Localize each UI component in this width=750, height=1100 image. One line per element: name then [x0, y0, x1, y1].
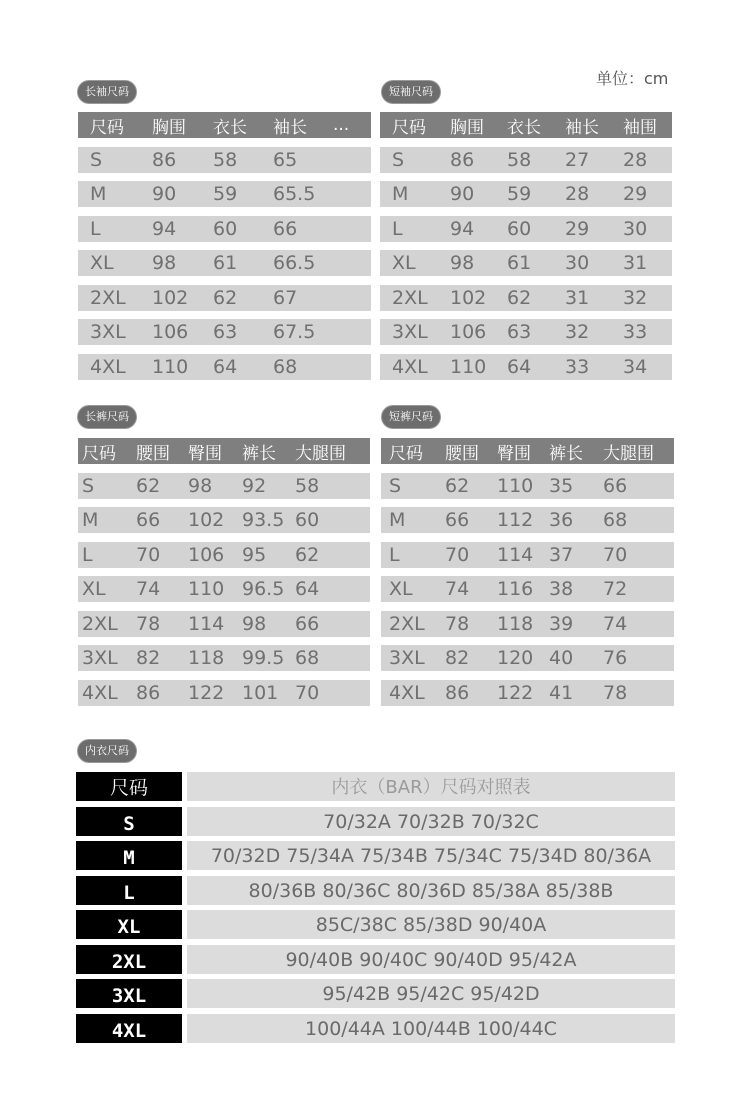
- table-cell: 66: [295, 612, 320, 635]
- table-row: [380, 285, 672, 311]
- long-pants-badge: 长裤尺码: [78, 406, 136, 428]
- bra-header-title: 内衣（BAR）尺码对照表: [187, 772, 675, 801]
- bra-values: 90/40B 90/40C 90/40D 95/42A: [187, 945, 675, 974]
- table-cell: 62: [136, 474, 161, 497]
- bra-row: [76, 910, 675, 939]
- table-row: [78, 611, 370, 637]
- table-cell: M: [392, 183, 409, 205]
- column-header: ...: [333, 115, 350, 135]
- bra-size: M: [76, 841, 182, 870]
- table-cell: 74: [136, 578, 161, 600]
- table-row: [78, 473, 370, 499]
- table-cell: 112: [497, 509, 534, 531]
- column-header: 衣长: [213, 117, 247, 138]
- bra-row: [76, 841, 675, 870]
- table-cell: 82: [136, 647, 161, 669]
- bra-badge: 内衣尺码: [78, 740, 136, 762]
- table-cell: 106: [188, 543, 225, 566]
- table-cell: 90: [450, 183, 475, 205]
- table-row: [78, 576, 370, 602]
- table-row: [381, 680, 674, 706]
- table-row: [380, 250, 672, 276]
- table-cell: 82: [445, 647, 470, 669]
- short-pants-badge: 短裤尺码: [382, 406, 440, 428]
- table-cell: 106: [450, 321, 487, 343]
- table-cell: 62: [213, 286, 238, 309]
- table-cell: XL: [389, 578, 413, 600]
- table-cell: 60: [295, 509, 320, 531]
- table-cell: 98: [188, 474, 213, 497]
- table-cell: 86: [445, 681, 470, 704]
- table-row: [78, 542, 370, 568]
- table-cell: 64: [295, 578, 320, 600]
- bra-size: 3XL: [76, 979, 182, 1008]
- table-row: [381, 576, 674, 602]
- table-row: [381, 645, 674, 671]
- table-cell: 38: [549, 578, 574, 600]
- table-cell: 30: [623, 217, 648, 240]
- table-cell: 28: [565, 183, 590, 205]
- table-cell: 102: [152, 286, 189, 309]
- table-row: [380, 181, 672, 207]
- table-cell: S: [392, 148, 405, 171]
- long-pants-table: [78, 438, 370, 714]
- table-cell: 86: [450, 148, 475, 171]
- table-row: [380, 319, 672, 345]
- table-cell: 2XL: [392, 286, 428, 309]
- table-cell: 92: [242, 474, 267, 497]
- table-cell: 58: [507, 148, 532, 171]
- table-cell: 60: [507, 217, 532, 240]
- table-row: [380, 354, 672, 380]
- table-cell: XL: [82, 578, 106, 600]
- column-header: 腰围: [136, 443, 170, 464]
- table-cell: 59: [507, 183, 532, 205]
- column-header: 尺码: [389, 443, 423, 464]
- table-cell: 98: [450, 252, 475, 274]
- column-header: 尺码: [90, 117, 124, 138]
- table-row: [78, 680, 370, 706]
- bra-values: 95/42B 95/42C 95/42D: [187, 979, 675, 1008]
- table-cell: 94: [152, 217, 177, 240]
- table-cell: 110: [152, 355, 189, 378]
- column-header: 大腿围: [295, 443, 346, 464]
- bra-size: L: [76, 876, 182, 905]
- table-cell: 101: [242, 681, 279, 704]
- column-header: 尺码: [392, 117, 426, 138]
- table-cell: 106: [152, 321, 189, 343]
- table-cell: 62: [445, 474, 470, 497]
- table-cell: 78: [445, 612, 470, 635]
- table-cell: M: [90, 183, 107, 205]
- bra-values: 70/32D 75/34A 75/34B 75/34C 75/34D 80/36A: [187, 841, 675, 870]
- table-cell: 66: [445, 509, 470, 531]
- table-cell: 41: [549, 681, 574, 704]
- table-cell: 70: [445, 543, 470, 566]
- table-cell: 27: [565, 148, 590, 171]
- column-header: 胸围: [450, 117, 484, 138]
- column-header: 臀围: [497, 443, 531, 464]
- table-cell: 36: [549, 509, 574, 531]
- table-cell: 63: [507, 321, 532, 343]
- table-cell: 2XL: [82, 612, 118, 635]
- table-row: [78, 181, 371, 207]
- table-row: [78, 216, 371, 242]
- table-cell: 76: [603, 647, 628, 669]
- column-header: 裤长: [242, 443, 276, 464]
- table-cell: 95: [242, 543, 267, 566]
- table-cell: 67: [273, 286, 298, 309]
- table-row: [78, 319, 371, 345]
- column-header: 尺码: [82, 443, 116, 464]
- table-cell: 30: [565, 252, 590, 274]
- table-cell: 32: [565, 321, 590, 343]
- column-header: 大腿围: [603, 443, 654, 464]
- table-cell: 3XL: [392, 321, 428, 343]
- table-row: [78, 507, 370, 533]
- table-cell: 2XL: [90, 286, 126, 309]
- table-row: [380, 216, 672, 242]
- table-cell: 4XL: [90, 355, 126, 378]
- table-row: [78, 250, 371, 276]
- table-cell: 65.5: [273, 183, 316, 205]
- table-row: [78, 645, 370, 671]
- table-row: [78, 285, 371, 311]
- table-row: [380, 147, 672, 173]
- table-cell: 64: [213, 355, 238, 378]
- bra-row: [76, 945, 675, 974]
- table-cell: 90: [152, 183, 177, 205]
- table-cell: L: [90, 217, 101, 240]
- table-cell: 2XL: [389, 612, 425, 635]
- bra-row: [76, 979, 675, 1008]
- table-cell: 34: [623, 355, 648, 378]
- table-cell: 86: [136, 681, 161, 704]
- unit-label: 单位：cm: [596, 69, 669, 88]
- table-row: [381, 507, 674, 533]
- bra-values: 80/36B 80/36C 80/36D 85/38A 85/38B: [187, 876, 675, 905]
- table-cell: 114: [188, 612, 225, 635]
- header-row: [381, 438, 674, 464]
- table-row: [381, 542, 674, 568]
- bra-header-size: 尺码: [76, 772, 182, 801]
- table-row: [78, 147, 371, 173]
- long-sleeve-badge: 长袖尺码: [78, 81, 136, 103]
- table-cell: 4XL: [82, 681, 118, 704]
- short-sleeve-badge: 短袖尺码: [382, 81, 440, 103]
- table-cell: 72: [603, 578, 628, 600]
- table-cell: 4XL: [389, 681, 425, 704]
- table-cell: 68: [273, 355, 298, 378]
- table-cell: 93.5: [242, 509, 285, 531]
- table-cell: 3XL: [90, 321, 126, 343]
- header-row: [78, 438, 370, 464]
- table-cell: 86: [152, 148, 177, 171]
- table-cell: 66: [603, 474, 628, 497]
- table-cell: 35: [549, 474, 574, 497]
- table-cell: 96.5: [242, 578, 285, 600]
- column-header: 衣长: [507, 117, 541, 138]
- table-cell: 33: [623, 321, 648, 343]
- table-cell: L: [392, 217, 403, 240]
- table-cell: 33: [565, 355, 590, 378]
- table-cell: 59: [213, 183, 238, 205]
- table-cell: 70: [295, 681, 320, 704]
- table-cell: 66.5: [273, 252, 316, 274]
- table-cell: 74: [603, 612, 628, 635]
- table-cell: 102: [450, 286, 487, 309]
- table-cell: 68: [295, 647, 320, 669]
- table-cell: S: [90, 148, 103, 171]
- column-header: 腰围: [445, 443, 479, 464]
- table-cell: 40: [549, 647, 574, 669]
- short-sleeve-table: [380, 112, 672, 388]
- column-header: 裤长: [549, 443, 583, 464]
- table-row: [381, 611, 674, 637]
- bra-size: 2XL: [76, 945, 182, 974]
- table-cell: 61: [213, 252, 238, 274]
- table-cell: S: [82, 474, 95, 497]
- table-cell: 66: [136, 509, 161, 531]
- bra-values: 85C/38C 85/38D 90/40A: [187, 910, 675, 939]
- table-row: [78, 354, 371, 380]
- table-cell: 3XL: [82, 647, 118, 669]
- table-cell: 29: [623, 183, 648, 205]
- table-cell: L: [82, 543, 93, 566]
- table-cell: 118: [188, 647, 225, 669]
- table-cell: 110: [497, 474, 534, 497]
- column-header: 袖长: [565, 117, 599, 138]
- table-cell: 28: [623, 148, 648, 171]
- table-cell: 68: [603, 509, 628, 531]
- table-cell: 120: [497, 647, 534, 669]
- header-row: [78, 112, 371, 138]
- table-cell: 114: [497, 543, 534, 566]
- column-header: 胸围: [152, 117, 186, 138]
- table-cell: 98: [242, 612, 267, 635]
- table-cell: 58: [213, 148, 238, 171]
- table-cell: 102: [188, 509, 225, 531]
- bra-row: [76, 807, 675, 836]
- column-header: 袖长: [273, 117, 307, 138]
- bra-values: 100/44A 100/44B 100/44C: [187, 1014, 675, 1043]
- table-cell: 78: [136, 612, 161, 635]
- bra-size: XL: [76, 910, 182, 939]
- table-cell: 65: [273, 148, 298, 171]
- bra-row: [76, 1014, 675, 1043]
- table-cell: 110: [450, 355, 487, 378]
- table-cell: 37: [549, 543, 574, 566]
- table-cell: 99.5: [242, 647, 285, 669]
- table-cell: M: [82, 509, 99, 531]
- table-cell: 98: [152, 252, 177, 274]
- bra-values: 70/32A 70/32B 70/32C: [187, 807, 675, 836]
- bra-size: S: [76, 807, 182, 836]
- table-cell: 63: [213, 321, 238, 343]
- bra-row: [76, 876, 675, 905]
- table-cell: 66: [273, 217, 298, 240]
- table-cell: 118: [497, 612, 534, 635]
- table-cell: 67.5: [273, 321, 316, 343]
- table-cell: 31: [565, 286, 590, 309]
- table-cell: 62: [295, 543, 320, 566]
- table-cell: 4XL: [392, 355, 428, 378]
- table-cell: 64: [507, 355, 532, 378]
- table-cell: L: [389, 543, 400, 566]
- column-header: 臀围: [188, 443, 222, 464]
- table-cell: 94: [450, 217, 475, 240]
- table-cell: 62: [507, 286, 532, 309]
- table-cell: XL: [90, 252, 114, 274]
- table-cell: 60: [213, 217, 238, 240]
- table-cell: 70: [136, 543, 161, 566]
- table-cell: M: [389, 509, 406, 531]
- table-cell: 39: [549, 612, 574, 635]
- table-cell: 122: [497, 681, 534, 704]
- table-row: [381, 473, 674, 499]
- table-cell: 29: [565, 217, 590, 240]
- table-cell: 58: [295, 474, 320, 497]
- bra-header-row: [76, 772, 675, 801]
- table-cell: 78: [603, 681, 628, 704]
- table-cell: 3XL: [389, 647, 425, 669]
- bra-table: [76, 772, 675, 1048]
- header-row: [380, 112, 672, 138]
- table-cell: 110: [188, 578, 225, 600]
- table-cell: 122: [188, 681, 225, 704]
- short-pants-table: [381, 438, 674, 714]
- long-sleeve-table: [78, 112, 371, 388]
- bra-size: 4XL: [76, 1014, 182, 1043]
- table-cell: 74: [445, 578, 470, 600]
- table-cell: XL: [392, 252, 416, 274]
- table-cell: 31: [623, 252, 648, 274]
- table-cell: 61: [507, 252, 532, 274]
- table-cell: 116: [497, 578, 534, 600]
- column-header: 袖围: [623, 117, 657, 138]
- table-cell: 70: [603, 543, 628, 566]
- table-cell: S: [389, 474, 402, 497]
- table-cell: 32: [623, 286, 648, 309]
